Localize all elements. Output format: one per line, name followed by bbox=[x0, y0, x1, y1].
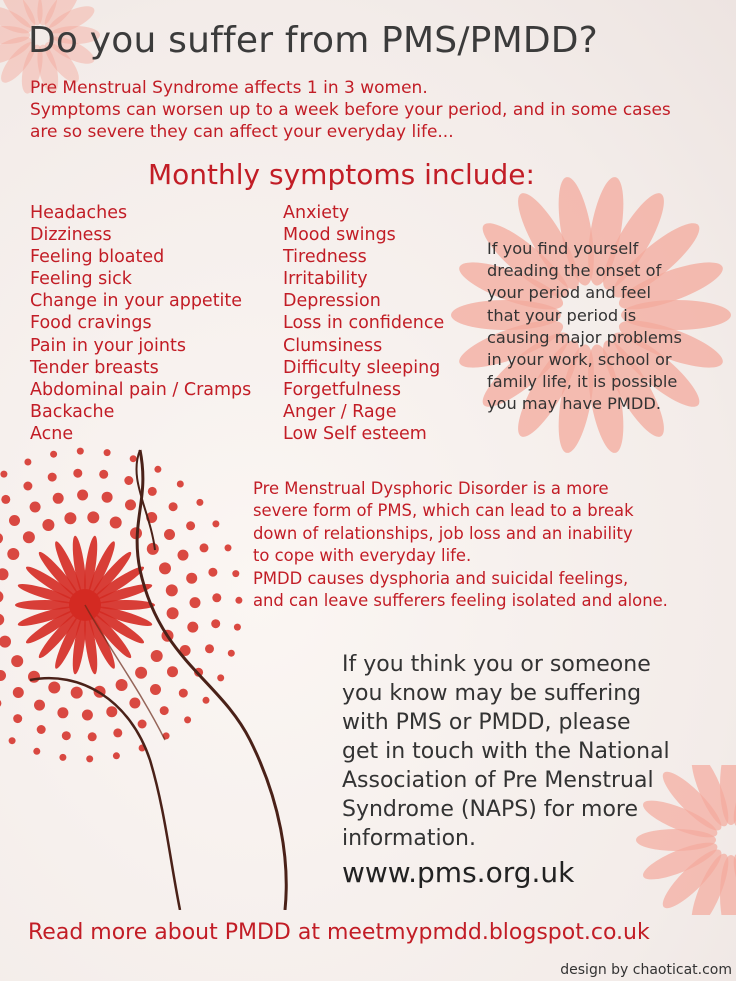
list-item: Depression bbox=[283, 291, 381, 312]
list-item: Food cravings bbox=[30, 313, 152, 334]
list-item: Headaches bbox=[30, 203, 128, 223]
list-item: Tiredness bbox=[283, 247, 367, 268]
description-line: PMDD causes dysphoria and suicidal feelings, bbox=[253, 568, 629, 588]
callout-line: causing major problems bbox=[487, 327, 682, 347]
list-item: Feeling bloated bbox=[30, 247, 165, 268]
list-item: Anxiety bbox=[283, 203, 350, 223]
list-item: Difficulty sleeping bbox=[283, 357, 441, 378]
page-title: Do you suffer from PMS/PMDD? bbox=[28, 20, 598, 61]
callout-line: dreading the onset of bbox=[487, 261, 662, 281]
callout-line: that your period is bbox=[487, 305, 637, 325]
callout-line: you may have PMDD. bbox=[487, 394, 661, 414]
contact-line: Association of Pre Menstrual bbox=[342, 768, 654, 793]
pmdd-description bbox=[253, 478, 668, 612]
list-item: Pain in your joints bbox=[30, 335, 186, 356]
description-line: severe form of PMS, which can lead to a break bbox=[253, 501, 634, 521]
list-item: Abdominal pain / Cramps bbox=[30, 379, 252, 400]
list-item: Anger / Rage bbox=[283, 401, 397, 422]
list-item: Feeling sick bbox=[30, 269, 132, 290]
callout-line: in your work, school or bbox=[487, 350, 672, 370]
callout-line: family life, it is possible bbox=[487, 372, 678, 392]
pmdd-callout bbox=[487, 238, 682, 416]
description-line: to cope with everyday life. bbox=[253, 546, 472, 566]
emotional-symptoms-list bbox=[283, 202, 444, 445]
callout-line: your period and feel bbox=[487, 283, 651, 303]
intro-line-1: Pre Menstrual Syndrome affects 1 in 3 women. bbox=[30, 78, 428, 98]
description-line: and can leave sufferers feeling isolated and alone. bbox=[253, 591, 668, 611]
list-item: Clumsiness bbox=[283, 335, 383, 356]
list-item: Loss in confidence bbox=[283, 313, 445, 334]
list-item: Low Self esteem bbox=[283, 423, 427, 444]
intro-line-2: Symptoms can worsen up to a week before your period, and in some cases bbox=[30, 100, 671, 120]
physical-symptoms-list bbox=[30, 202, 251, 445]
list-item: Tender breasts bbox=[30, 357, 159, 378]
contact-line: If you think you or someone bbox=[342, 652, 651, 677]
contact-line: information. bbox=[342, 826, 476, 851]
contact-line: with PMS or PMDD, please bbox=[342, 710, 631, 735]
description-line: down of relationships, job loss and an inability bbox=[253, 523, 633, 543]
description-line: Pre Menstrual Dysphoric Disorder is a more bbox=[253, 479, 609, 498]
list-item: Mood swings bbox=[283, 225, 396, 246]
list-item: Irritability bbox=[283, 269, 368, 290]
contact-line: you know may be suffering bbox=[342, 681, 642, 706]
contact-line: get in touch with the National bbox=[342, 739, 670, 764]
intro-line-3: are so severe they can affect your everyday life... bbox=[30, 122, 454, 142]
read-more-text: Read more about PMDD at meetmypmdd.blogspot.co.uk bbox=[28, 920, 650, 945]
list-item: Acne bbox=[30, 423, 74, 444]
callout-line: If you find yourself bbox=[487, 239, 639, 258]
list-item: Backache bbox=[30, 401, 115, 422]
design-credit: design by chaoticat.com bbox=[560, 962, 732, 978]
symptoms-heading: Monthly symptoms include: bbox=[148, 158, 535, 191]
website-url: www.pms.org.uk bbox=[342, 856, 575, 889]
list-item: Forgetfulness bbox=[283, 379, 401, 400]
list-item: Change in your appetite bbox=[30, 291, 243, 312]
contact-line: Syndrome (NAPS) for more bbox=[342, 797, 639, 822]
contact-naps-text bbox=[342, 650, 670, 853]
list-item: Dizziness bbox=[30, 225, 112, 246]
